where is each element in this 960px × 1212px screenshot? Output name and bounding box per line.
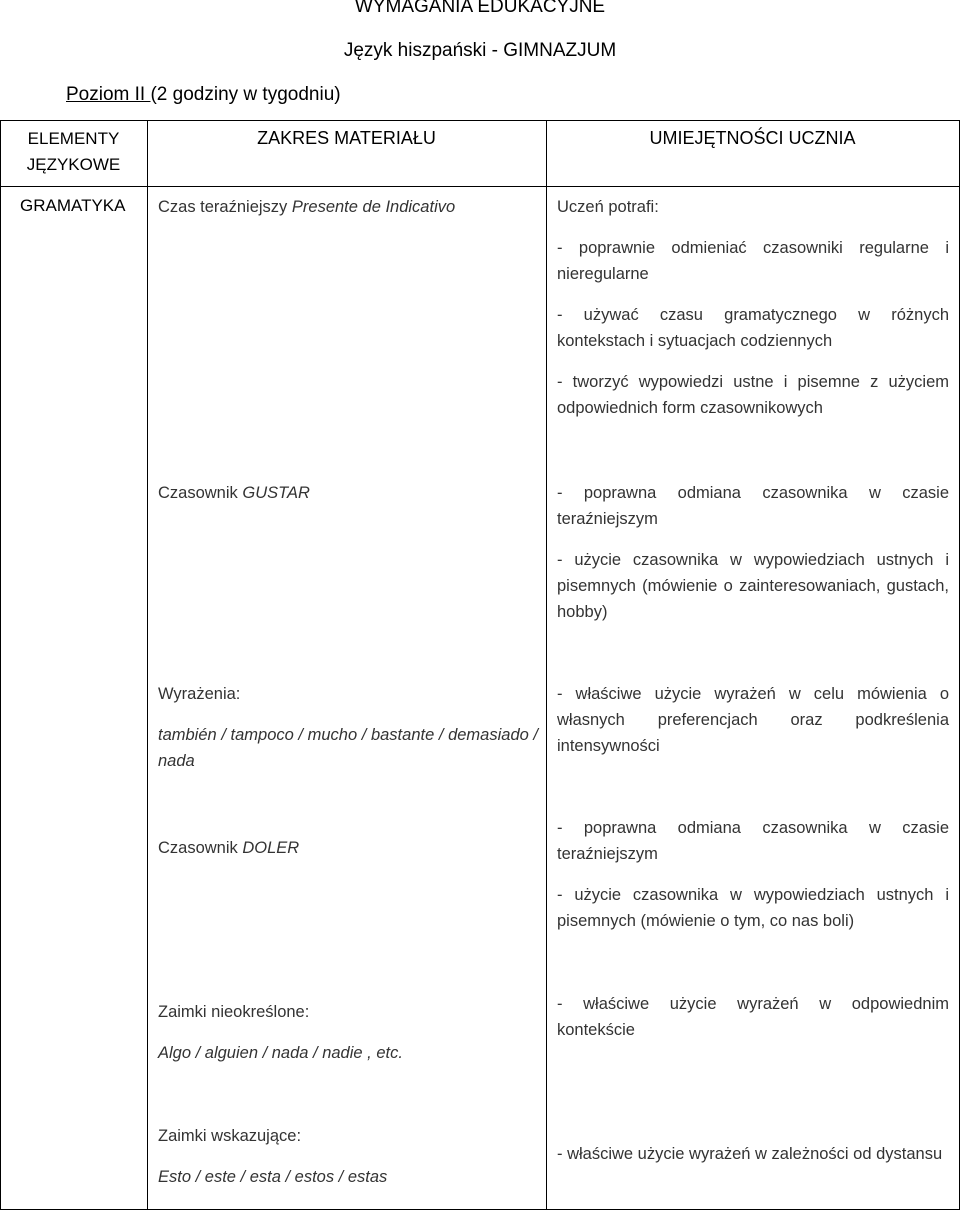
material-text: Czasownik (158, 839, 243, 857)
material-text: Czas teraźniejszy (158, 198, 292, 216)
skill-item: - poprawna odmiana czasownika w czasie teraźniejszym (557, 819, 949, 863)
material-label: Zaimki nieokreślone: (158, 1003, 310, 1021)
material-label: Zaimki wskazujące: (158, 1127, 302, 1145)
level-rest: (2 godziny w tygodniu) (150, 84, 341, 105)
material-italic: Esto / este / esta / estos / estas (158, 1168, 388, 1186)
document-subtitle: Język hiszpański - GIMNAZJUM (343, 40, 617, 61)
col-border-1 (147, 120, 148, 1210)
material-italic: DOLER (242, 839, 300, 857)
skill-item: - użycie czasownika w wypowiedziach ustnych i pisemnych (mówienie o zainteresowaniach, gustach, hobby) (557, 551, 949, 621)
material-italic: GUSTAR (242, 484, 310, 502)
skills-cell (557, 480, 949, 625)
skills-cell (557, 815, 949, 934)
skill-item: - tworzyć wypowiedzi ustne i pisemne z użyciem odpowiednich form czasownikowych (557, 373, 949, 417)
material-cell (158, 194, 538, 220)
document-title: WYMAGANIA EDUKACYJNE (354, 0, 606, 17)
skills-cell (557, 1141, 949, 1167)
material-cell (158, 835, 538, 861)
material-text: Czasownik (158, 484, 243, 502)
column-header-material: ZAKRES MATERIAŁU (257, 128, 436, 148)
skills-cell (557, 194, 949, 421)
material-cell (158, 681, 538, 774)
skills-cell (557, 681, 949, 759)
skill-item: Uczeń potrafi: (557, 198, 659, 216)
material-label: Wyrażenia: (158, 685, 241, 703)
skill-item: - poprawnie odmieniać czasowniki regularne i nieregularne (557, 239, 949, 283)
material-italic: Algo / alguien / nada / nadie , etc. (158, 1044, 403, 1062)
table-top-border (0, 120, 960, 121)
skill-item: - poprawna odmiana czasownika w czasie teraźniejszym (557, 484, 949, 528)
skill-item: - właściwe użycie wyrażeń w zależności od dystansu (557, 1145, 943, 1163)
skills-cell (557, 991, 949, 1043)
skill-item: - użycie czasownika w wypowiedziach ustnych i pisemnych (mówienie o tym, co nas boli) (557, 886, 949, 930)
material-cell (158, 1123, 538, 1190)
skill-item: - właściwe użycie wyrażeń w odpowiednim kontekście (557, 995, 949, 1039)
col-border-0 (0, 120, 1, 1210)
column-header-elements: ELEMENTY JĘZYKOWE (26, 129, 121, 174)
level-underlined: Poziom II (66, 84, 151, 105)
level-heading (66, 84, 341, 106)
material-italic: también / tampoco / mucho / bastante / demasiado / nada (158, 726, 538, 770)
material-italic: Presente de Indicativo (291, 198, 456, 216)
col-border-2 (546, 120, 547, 1210)
material-cell (158, 480, 538, 506)
header-bottom-border (0, 186, 960, 187)
table-bottom-border (0, 1209, 960, 1210)
section-label-grammar: GRAMATYKA (20, 196, 126, 215)
skill-item: - używać czasu gramatycznego w różnych kontekstach i sytuacjach codziennych (557, 306, 949, 350)
skill-item: - właściwe użycie wyrażeń w celu mówienia o własnych preferencjach oraz podkreślenia intensywności (557, 685, 949, 755)
column-header-skills: UMIEJĘTNOŚCI UCZNIA (649, 128, 856, 148)
material-cell (158, 999, 538, 1066)
